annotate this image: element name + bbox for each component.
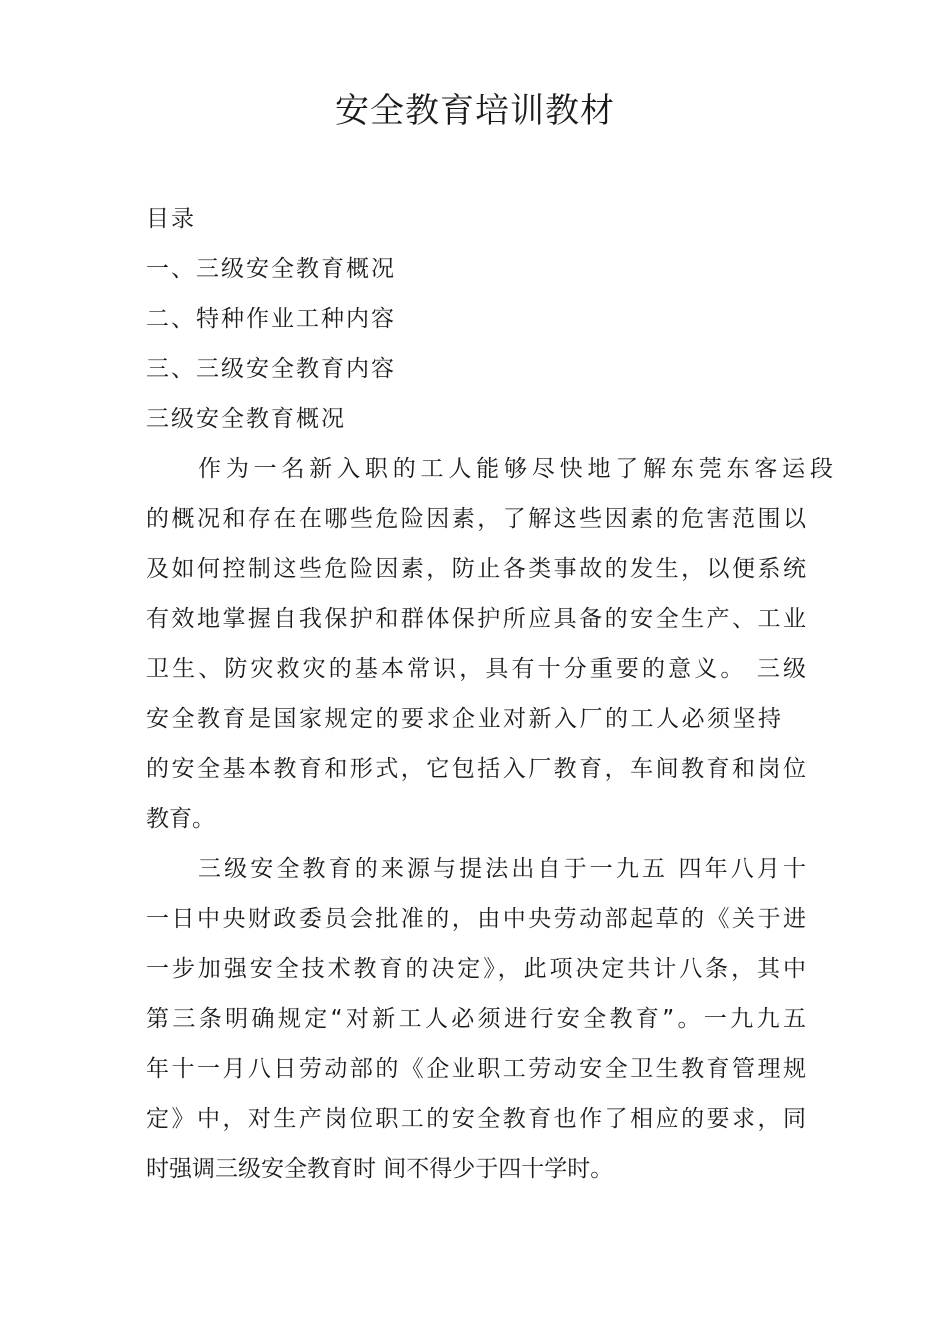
- paragraph-line: 定》中，对生产岗位职工的安全教育也作了相应的要求，同: [146, 1106, 806, 1132]
- paragraph-line: 第三条明确规定“对新工人必须进行安全教育”。一九九五: [146, 1006, 806, 1032]
- paragraph-line: 时强调三级安全教育时 间不得少于四十学时。: [146, 1156, 614, 1182]
- paragraph-line: 有效地掌握自我保护和群体保护所应具备的安全生产、工业: [146, 606, 806, 632]
- toc-item-1: 一、三级安全教育概况: [146, 256, 396, 282]
- paragraph-line: 卫生、防灾救灾的基本常识，具有十分重要的意义。 三级: [146, 656, 806, 682]
- table-of-contents: [146, 194, 826, 444]
- section-heading: 三级安全教育概况: [146, 406, 346, 432]
- paragraph-line: 年十一月八日劳动部的《企业职工劳动安全卫生教育管理规: [146, 1056, 806, 1082]
- paragraph-line: 的概况和存在在哪些危险因素，了解这些因素的危害范围以: [146, 506, 806, 532]
- paragraph-line: 三级安全教育的来源与提法出自于一九五 四年八月十: [198, 856, 806, 882]
- paragraph-line: 教育。: [146, 806, 215, 832]
- document-title: 安全教育培训教材: [335, 91, 615, 131]
- paragraph-line: 一步加强安全技术教育的决定》，此项决定共计八条，其中: [146, 956, 806, 982]
- paragraph-line: 安全教育是国家规定的要求企业对新入厂的工人必须坚持: [146, 706, 781, 732]
- paragraph-line: 一日中央财政委员会批准的，由中央劳动部起草的《关于进: [146, 906, 806, 932]
- toc-item-3: 三、三级安全教育内容: [146, 356, 396, 382]
- paragraph-line: 及如何控制这些危险因素，防止各类事故的发生，以便系统: [146, 556, 806, 582]
- toc-item-2: 二、特种作业工种内容: [146, 306, 396, 332]
- paragraph-line: 的安全基本教育和形式，它包括入厂教育，车间教育和岗位: [146, 756, 806, 782]
- paragraph-origin: [146, 844, 806, 1194]
- paragraph-line: 作为一名新入职的工人能够尽快地了解东莞东客运段: [198, 456, 833, 482]
- toc-heading: 目录: [146, 206, 196, 232]
- body-text: [146, 444, 833, 1194]
- paragraph-overview: [146, 444, 833, 844]
